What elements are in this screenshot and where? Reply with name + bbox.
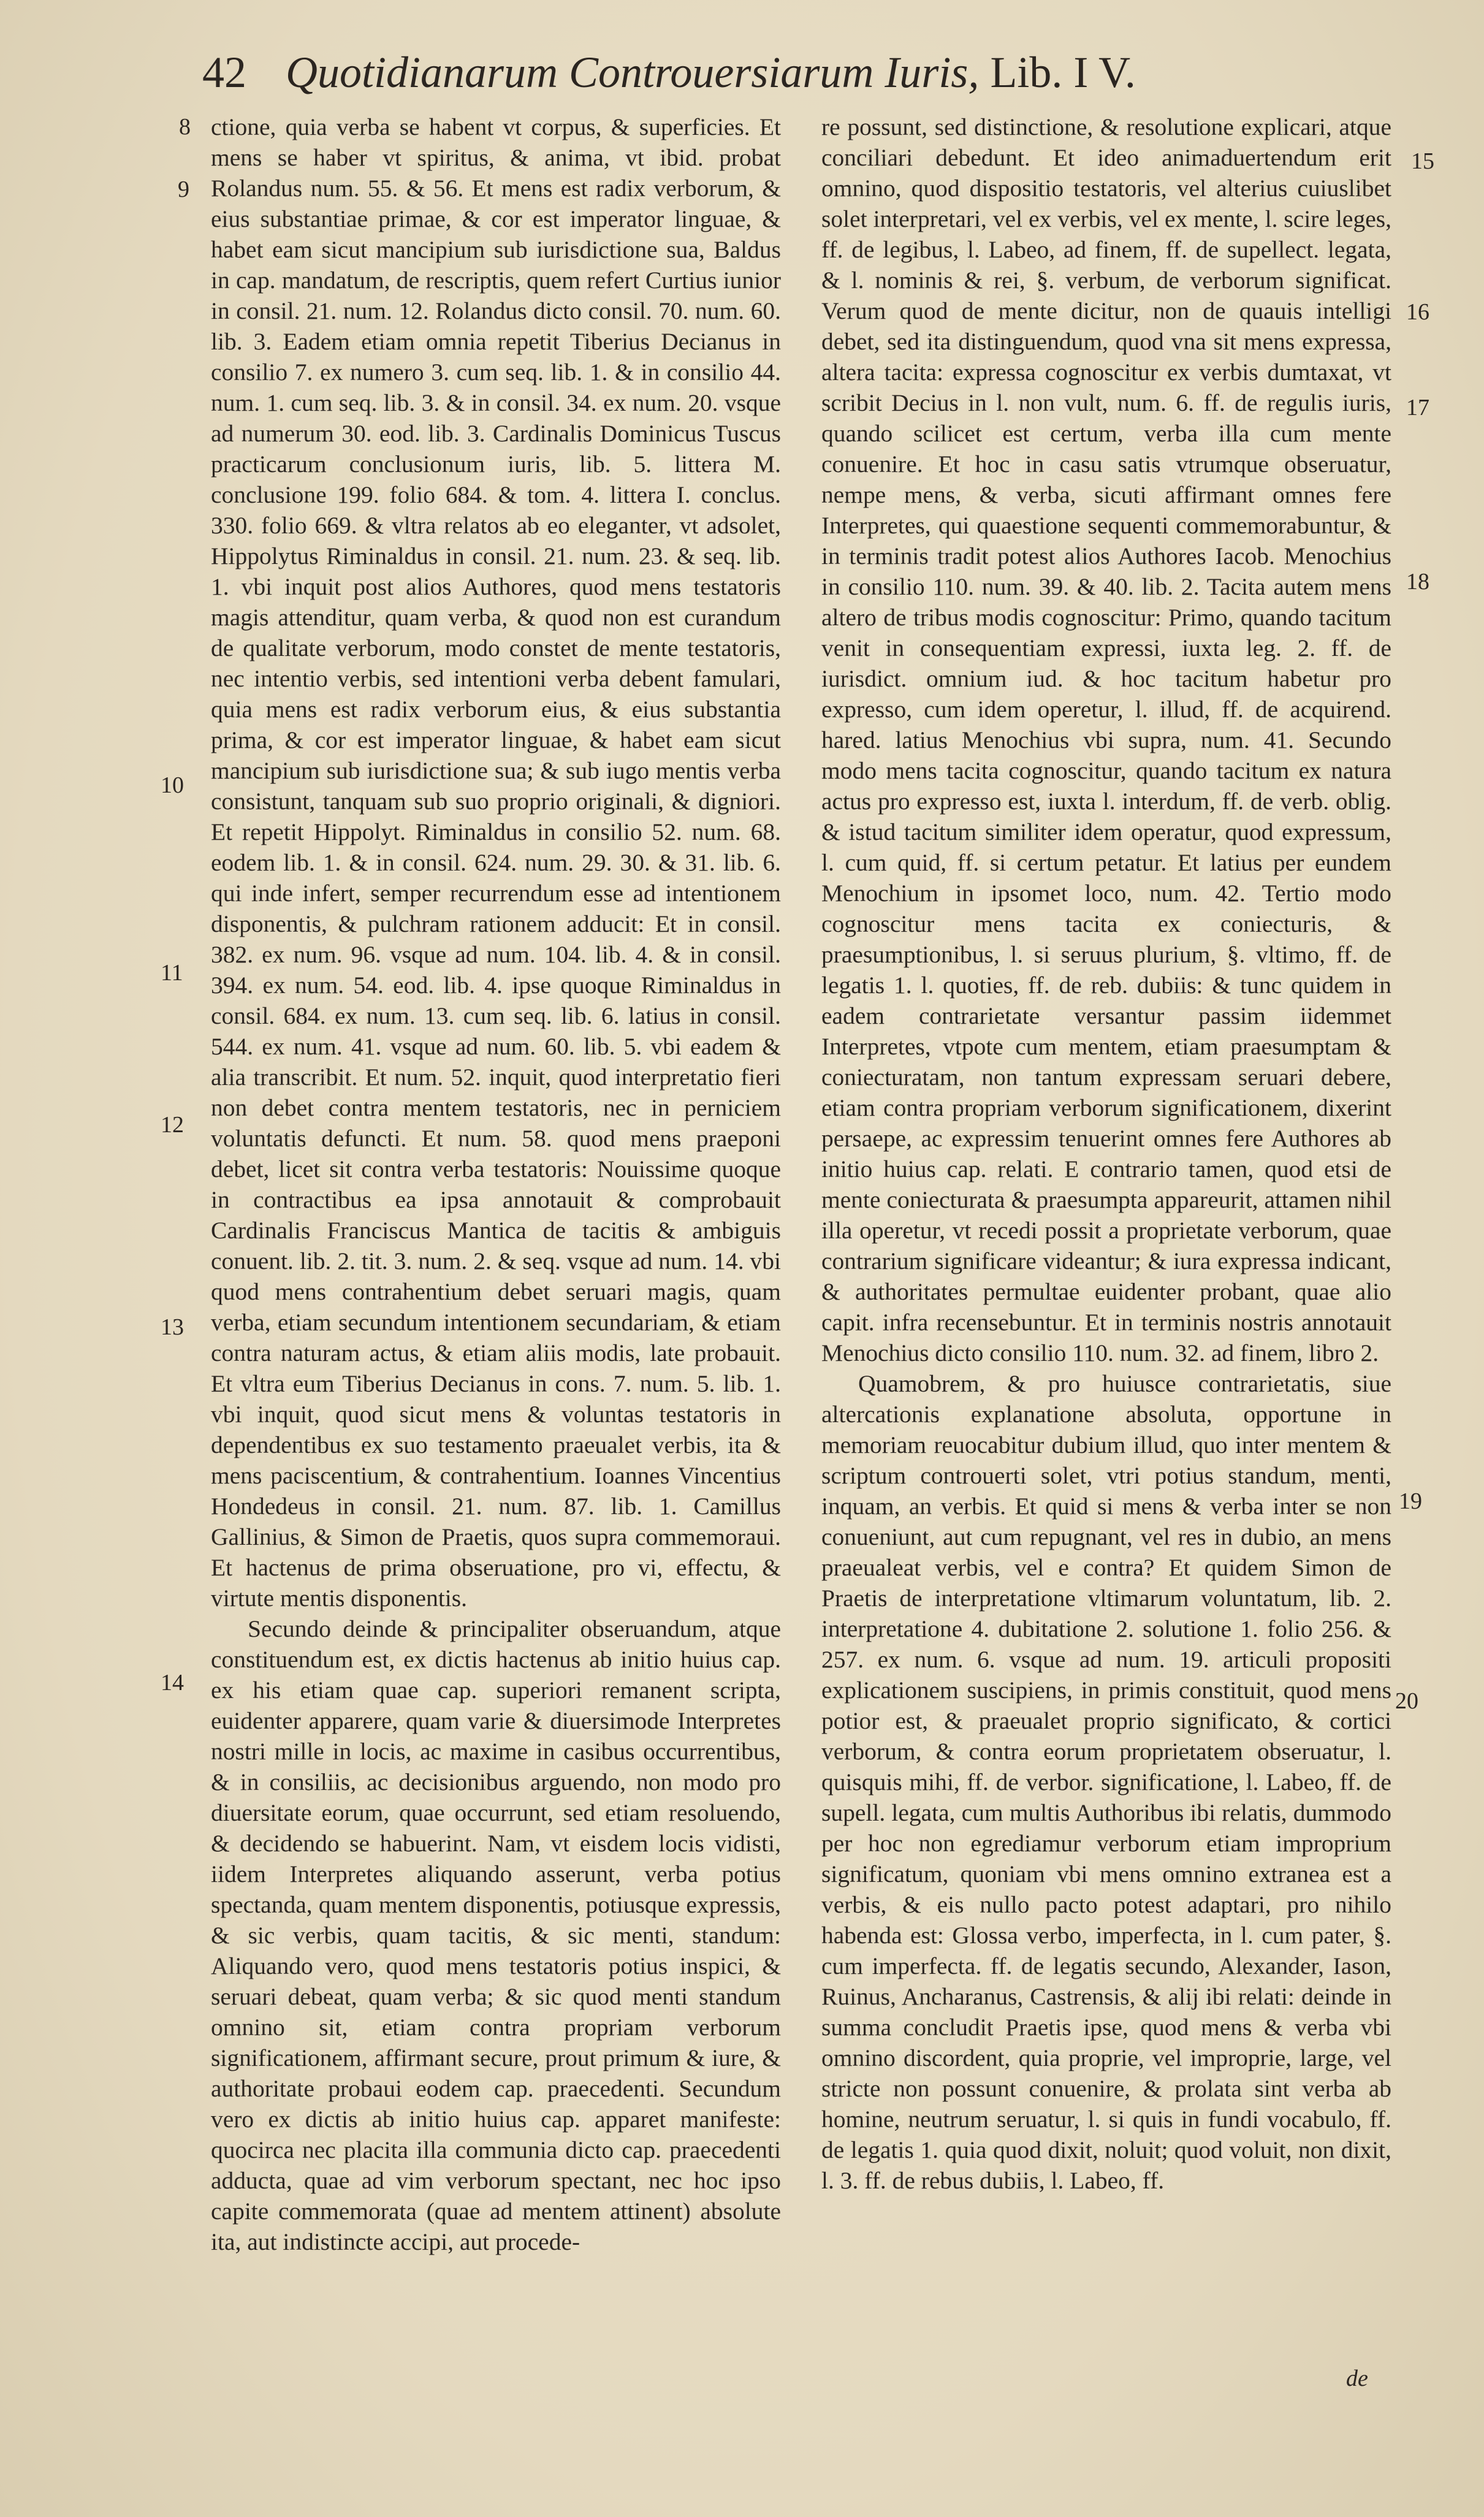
paragraph: Secundo deinde & principaliter obseruandum, atque constituendum est, ex dictis hactenus ab initio huius cap. ex his etiam quae cap. superiori remanent scripta, euidenter apparere, quam varie & diuersimode Interpretes nostri mille in locis, ac maxime in casibus occurrentibus, & in consiliis, ac decisionibus arguendo, non modo pro diuersitate eorum, quae occurrunt, sed etiam resoluendo, & decidendo se habuerint. Nam, vt eisdem locis vidisti, iidem Interpretes aliquando asserunt, verba potius spectanda, quam mentem disponentis, potiusque expressis, & sic verbis, quam tacitis, & sic menti, standum: Aliquando vero, quod mens testatoris potius inspici, & seruari debeat, quam verba; & sic quod menti standum omnino sit, etiam contra propriam verborum significationem, affirmant secure, prout primum & iure, & authoritate probaui eodem cap. praecedenti. Secundum vero ex dictis ab initio huius cap. apparet manifeste: quocirca nec placita illa communia dicto cap. praecedenti adducta, quae ad vim verborum spectant, nec hoc ipso capite commemorata (quae ad mentem attinent) absolute ita, aut indistincte accipi, aut procede- bbox=[211, 1615, 781, 2255]
section-number: 19 bbox=[1399, 1488, 1422, 1514]
section-number: 20 bbox=[1395, 1688, 1418, 1714]
section-number: 15 bbox=[1411, 148, 1434, 174]
paragraph: ctione, quia verba se habent vt corpus, & superficies. Et mens se haber vt spiritus, & anima, vt ibid. probat Rolandus num. 55. & 56. Et mens est radix verborum, & eius substantiae primae, & cor est imperator linguae, & habet eam sicut mancipium sub iurisdictione sua, Baldus in cap. mandatum, de rescriptis, quem refert Curtius iunior in consil. 21. num. 12. Rolandus dicto consil. 70. num. 60. lib. 3. Eadem etiam omnia repetit Tiberius Decianus in consilio 7. ex numero 3. cum seq. lib. 1. & in consilio 44. num. 1. cum seq. lib. 3. & in consil. 34. ex num. 20. vsque ad numerum 30. eod. lib. 3. Cardinalis Dominicus Tuscus practicarum conclusionum iuris, lib. 5. littera M. conclusione 199. folio 684. & tom. 4. littera I. conclus. 330. folio 669. & vltra relatos ab eo eleganter, vt adsolet, Hippolytus Riminaldus in consil. 21. num. 23. & seq. lib. 1. vbi inquit post alios Authores, quod mens testatoris magis attenditur, quam verba, & quod non est curandum de qualitate verborum, modo constet de mente testatoris, nec intentio verbis, sed intentioni verba debent famulari, quia mens est radix verborum eius, & eius substantia prima, & cor est imperator linguae, & habet eam sicut mancipium sub iurisdictione sua; & sub iugo mentis verba consistunt, tanquam sub suo proprio originali, & digniori. Et repetit Hippolyt. Riminaldus in consilio 52. num. 68. eodem lib. 1. & in consil. 624. num. 29. 30. & 31. lib. 6. qui inde infert, semper recurrendum esse ad intentionem disponentis, & pulchram rationem adducit: Et in consil. 382. ex num. 96. vsque ad num. 104. lib. 4. & in consil. 394. ex num. 54. eod. lib. 4. ipse quoque Riminaldus in consil. 684. ex num. 13. cum seq. lib. 6. latius in consil. 544. ex num. 41. vsque ad num. 60. lib. 5. vbi eadem & alia transcribit. Et num. 52. inquit, quod interpretatio fieri non debet contra mentem testatoris, nec in perniciem voluntatis defuncti. Et num. 58. quod mens praeponi debet, licet sit contra verba testatoris: Nouissime quoque in contractibus ea ipsa annotauit & comprobauit Cardinalis Franciscus Mantica de tacitis & ambiguis conuent. lib. 2. tit. 3. num. 2. & seq. vsque ad num. 14. vbi quod mens contrahentium debet seruari magis, quam verba, etiam secundum intentionem secundariam, & etiam contra naturam actus, & etiam aliis modis, late probauit. Et vltra eum Tiberius Decianus in cons. 7. num. 5. lib. 1. vbi inquit, quod sicut mens & voluntas testatoris in dependentibus ex suo testamento praeualet verbis, ita & mens paciscentium, & contrahentium. Ioannes Vincentius Hondedeus in consil. 21. num. 87. lib. 1. Camillus Gallinius, & Simon de Praetis, quos supra commemoraui. Et hactenus de prima obseruatione, pro vi, effectu, & virtute mentis disponentis. bbox=[211, 113, 781, 1612]
right-column bbox=[821, 112, 1391, 2367]
section-number: 16 bbox=[1406, 299, 1429, 325]
section-number: 8 bbox=[179, 114, 191, 140]
section-number: 14 bbox=[161, 1670, 184, 1696]
paragraph: re possunt, sed distinctione, & resolutione explicari, atque conciliari debedunt. Et ideo animaduertendum erit omnino, quod dispositio testatoris, vel alterius cuiuslibet solet interpretari, vel ex verbis, vel ex mente, l. scire leges, ff. de legibus, l. Labeo, ad finem, ff. de supellect. legata, & l. nominis & rei, §. verbum, de verborum significat. Verum quod de mente dicitur, non de quauis intelligi debet, sed ita distinguendum, quod vna sit mens expressa, altera tacita: expressa cognoscitur ex verbis dumtaxat, vt scribit Decius in l. non vult, num. 6. ff. de regulis iuris, quando scilicet est certum, verba illa cum mente conuenire. Et hoc in casu satis vtrumque obseruatur, nempe mens, & verba, sicuti affirmant omnes fere Interpretes, qui quaestione sequenti commemorabuntur, & in terminis tradit potest alios Authores Iacob. Menochius in consilio 110. num. 39. & 40. lib. 2. Tacita autem mens altero de tribus modis cognoscitur: Primo, quando tacitum venit in consequentiam expressi, iuxta leg. 2. ff. de iurisdict. omnium iud. & hoc tacitum habetur pro expresso, cum idem operetur, l. illud, ff. de acquirend. hared. latius Menochius vbi supra, num. 41. Secundo modo mens tacita cognoscitur, quando tacitum ex natura actus pro expresso est, iuxta l. interdum, ff. de verb. oblig. & istud tacitum similiter idem operatur, quod expressum, l. cum quid, ff. si certum petatur. Et latius per eundem Menochium in ipsomet loco, num. 42. Tertio modo cognoscitur mens tacita ex coniecturis, & praesumptionibus, l. si seruus plurium, §. vltimo, ff. de legatis 1. l. quoties, ff. de reb. dubiis: & tunc quidem in eadem contrarietate versantur passim iidemmet Interpretes, vtpote cum mentem, etiam praesumptam & coniecturatam, non tantum expressam seruari debere, etiam contra propriam verborum significationem, dixerint persaepe, ac expressim tenuerint omnes fere Authores ab initio huius cap. relati. E contrario tamen, quod etsi de mente coniecturata & praesumpta appareurit, attamen nihil illa operetur, vt recedi possit a proprietate verborum, quae contrarium significare videantur; & iura expressa indicant, & authoritates permultae euidenter probant, quae alio capit. infra recensebuntur. Et in terminis nostris annotauit Menochius dicto consilio 110. num. 32. ad finem, libro 2. bbox=[821, 113, 1391, 1366]
catchword: de bbox=[1346, 2366, 1368, 2391]
section-number: 10 bbox=[161, 772, 184, 798]
page-number: 42 bbox=[202, 48, 246, 97]
left-column bbox=[211, 112, 781, 2294]
running-title: Quotidianarum Controuersiarum Iuris, bbox=[286, 48, 980, 97]
section-number: 18 bbox=[1406, 569, 1429, 595]
section-number: 17 bbox=[1406, 395, 1429, 421]
section-number: 9 bbox=[178, 177, 189, 202]
section-number: 11 bbox=[161, 960, 183, 986]
section-number: 12 bbox=[161, 1112, 184, 1138]
book-number: Lib. I V. bbox=[990, 48, 1136, 97]
section-number: 13 bbox=[161, 1314, 184, 1340]
paragraph: Quamobrem, & pro huiusce contrarietatis, siue altercationis explanatione absoluta, opportune in memoriam reuocabitur dubium illud, quo inter mentem & scriptum controuerti solet, vtri potius standum, menti, inquam, an verbis. Et quid si mens & verba inter se non conueniunt, aut cum repugnant, vel res in dubio, an mens praeualeat verbis, vel e contra? Et quidem Simon de Praetis de interpretatione vltimarum voluntatum, lib. 2. interpretatione 4. dubitatione 2. solutione 1. folio 256. & 257. ex num. 6. vsque ad num. 19. articuli propositi explicationem suscipiens, in primis constituit, quod mens potior est, & praeualet proprio significato, & cortici verborum, & contra eorum proprietatem obseruatur, l. quisquis mihi, ff. de verbor. significatione, l. Labeo, ff. de supell. legata, cum multis Authoribus ibi relatis, dummodo per hoc non egrediamur verborum etiam improprium significatum, quoniam vbi mens omnino extranea est a verbis, & eis nullo pacto potest adaptari, pro nihilo habenda est: Glossa verbo, imperfecta, in l. cum pater, §. cum imperfecta. ff. de legatis secundo, Alexander, Iason, Ruinus, Ancharanus, Castrensis, & alij ibi relati: deinde in summa concludit Praetis ipse, quod mens & verba vbi omnino discordent, quia proprie, vel improprie, large, vel stricte non possunt conuenire, & prolata sint verba ab homine, neutrum seruatur, l. si quis in fundi vocabulo, ff. de legatis 1. quia quod dixit, noluit; quod voluit, non dixit, l. 3. ff. de rebus dubiis, l. Labeo, ff. bbox=[821, 1370, 1391, 2194]
running-head bbox=[202, 36, 1355, 109]
